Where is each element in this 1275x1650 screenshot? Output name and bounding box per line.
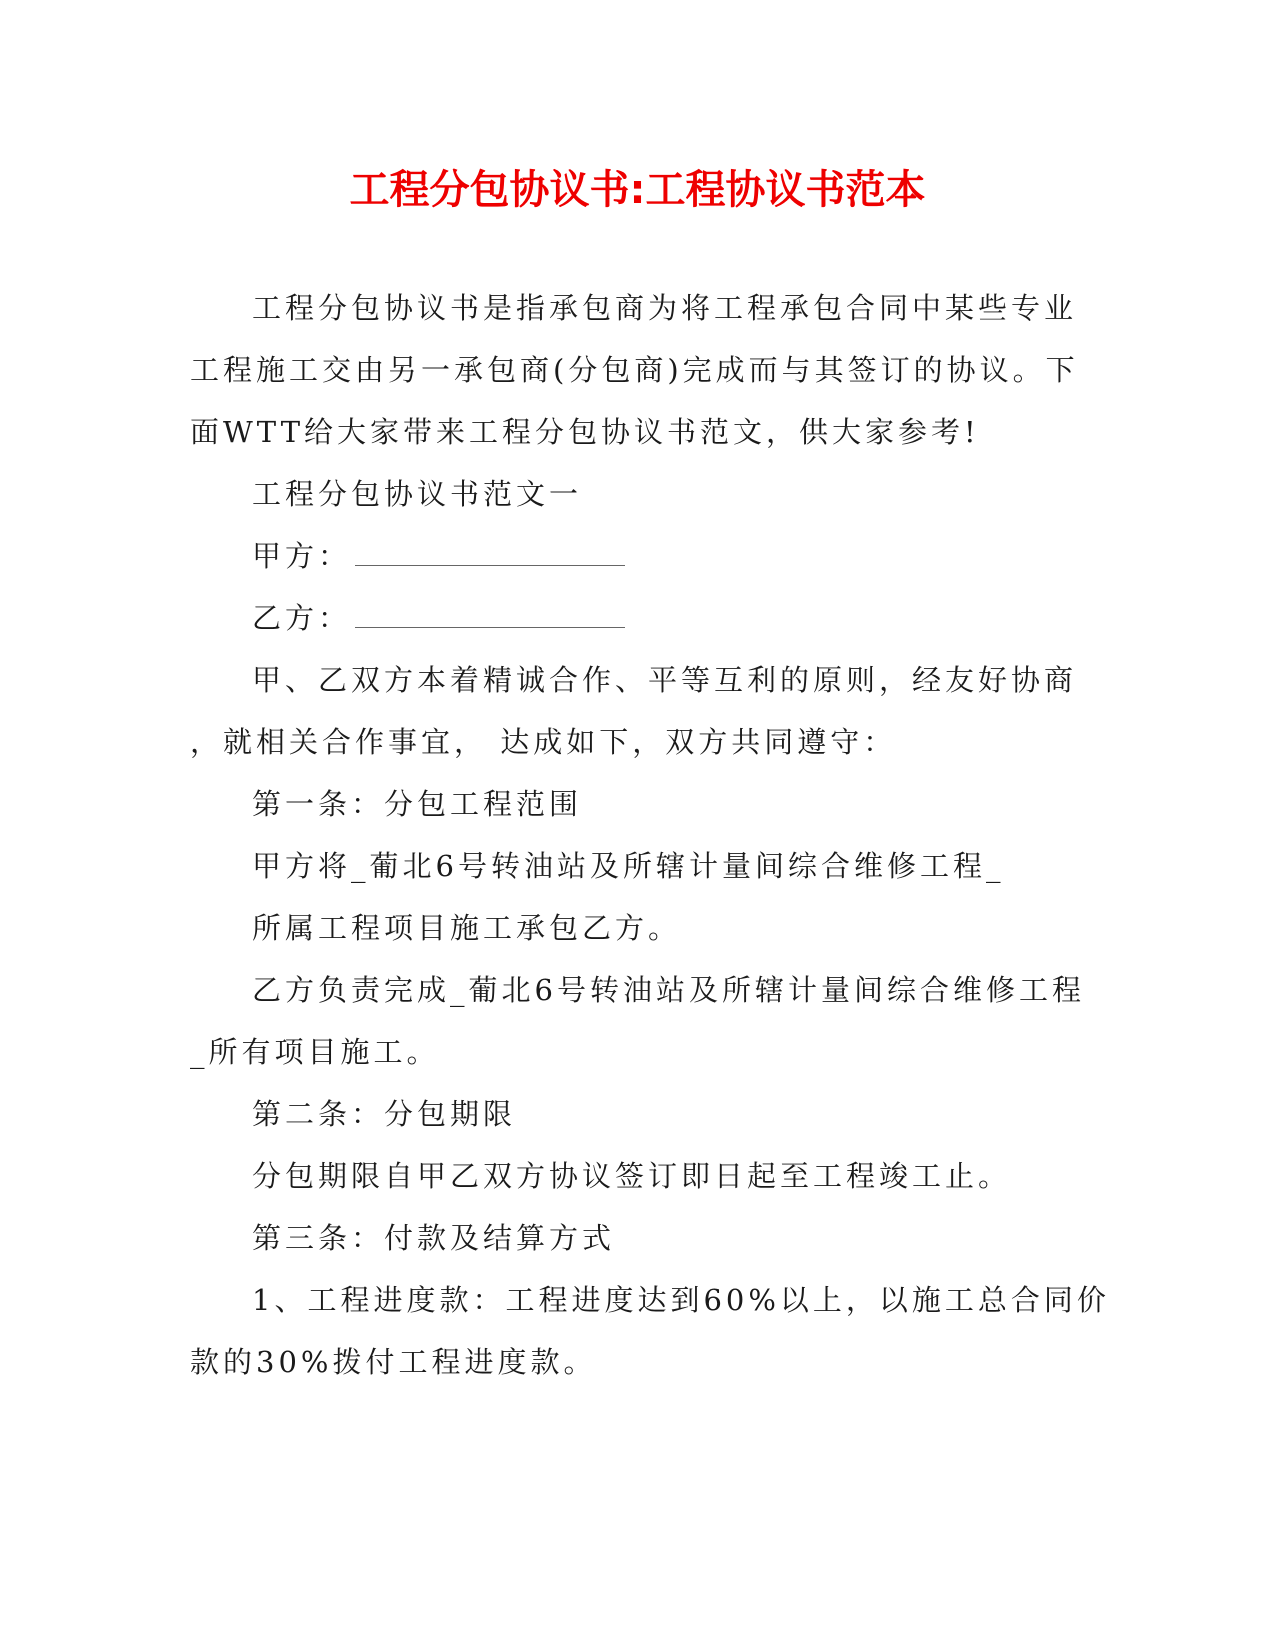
sample-heading: 工程分包协议书范文一 <box>252 477 583 511</box>
party-b-label: 乙方： <box>252 601 352 635</box>
preamble-line-1: 甲、乙双方本着精诚合作、平等互利的原则，经友好协商 <box>252 663 1078 697</box>
party-b-line <box>252 598 1152 638</box>
party-a-line <box>252 536 1152 576</box>
article-3-heading: 第三条：付款及结算方式 <box>252 1221 616 1255</box>
document-title: 工程分包协议书:工程协议书范本 <box>349 167 926 213</box>
article-2-heading: 第二条：分包期限 <box>252 1097 517 1131</box>
article-1-heading: 第一条：分包工程范围 <box>252 787 583 821</box>
preamble-line-2: ，就相关合作事宜， 达成如下，双方共同遵守： <box>190 725 897 759</box>
party-b-blank <box>355 601 625 628</box>
party-a-blank <box>355 539 625 566</box>
intro-line-3: 面WTT给大家带来工程分包协议书范文，供大家参考! <box>190 415 980 449</box>
intro-line-1: 工程分包协议书是指承包商为将工程承包合同中某些专业 <box>252 291 1078 325</box>
article-2-text: 分包期限自甲乙双方协议签订即日起至工程竣工止。 <box>252 1159 1012 1193</box>
intro-line-2: 工程施工交由另一承包商(分包商)完成而与其签订的协议。下 <box>190 353 1079 387</box>
article-1-text2-line-2: _所有项目施工。 <box>190 1035 440 1069</box>
article-1-text2-line-1: 乙方负责完成_葡北6号转油站及所辖计量间综合维修工程 <box>252 973 1085 1007</box>
article-3-item1-line-2: 款的30%拨付工程进度款。 <box>190 1345 597 1379</box>
article-3-item1-line-1: 1、工程进度款：工程进度达到60%以上，以施工总合同价 <box>252 1283 1110 1317</box>
article-1-text1-line-2: 所属工程项目施工承包乙方。 <box>252 911 682 945</box>
article-1-text1-line-1: 甲方将_葡北6号转油站及所辖计量间综合维修工程_ <box>252 849 1005 883</box>
party-a-label: 甲方： <box>252 539 352 573</box>
